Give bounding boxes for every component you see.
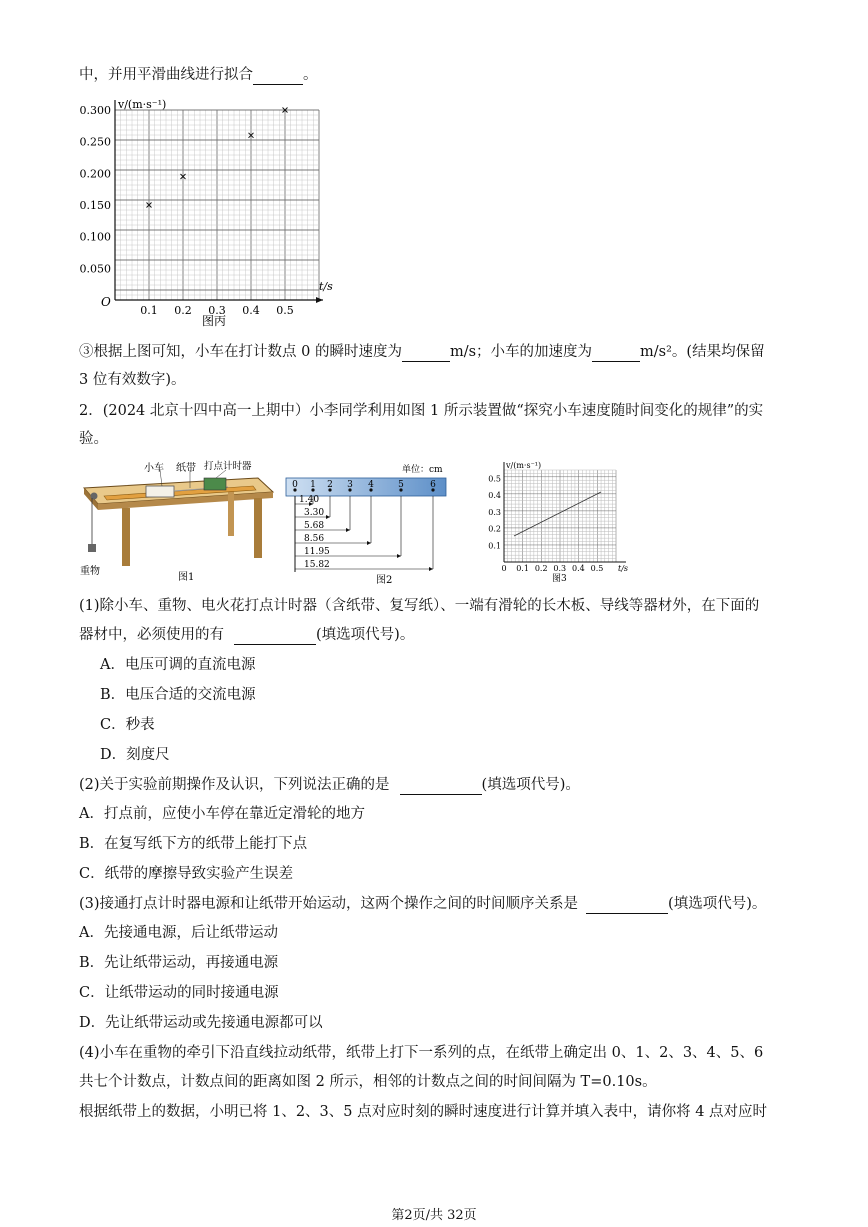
q3-line1 — [79, 342, 765, 362]
p3-line — [79, 894, 766, 914]
tape-distance-label: 15.82 — [304, 560, 330, 570]
fig3-ylabel: v/(m·s⁻¹) — [506, 461, 542, 470]
figure-2-tape — [282, 462, 452, 586]
p1-option-b: B．电压合适的交流电源 — [100, 687, 256, 703]
q2-header: 2．(2024 北京十四中高一上期中）小李同学利用如图 1 所示装置做“探究小车速度随时间变化的规律”的实 — [79, 403, 764, 419]
fig3-grid — [504, 470, 616, 562]
fig3-ytick: 0.4 — [488, 491, 501, 501]
intro-text: 中，并用平滑曲线进行拟合 — [79, 67, 253, 83]
fig1-caption: 图1 — [178, 572, 195, 583]
p4-line3: 根据纸带上的数据，小明已将 1、2、3、5 点对应时刻的瞬时速度进行计算并填入表中，请你将 4 点对应时 — [79, 1104, 768, 1120]
fig3-xtick: 0.2 — [534, 564, 548, 573]
p4-line2: 共七个计数点，计数点间的距离如图 2 所示，相邻的计数点之间的时间间隔为 T=0.10s。 — [79, 1074, 657, 1090]
tape-point-label: 3 — [347, 480, 353, 490]
p3-option-b: B．先让纸带运动，再接通电源 — [79, 955, 279, 971]
graph-grid — [115, 110, 319, 300]
q3-text-2: m/s；小车的加速度为 — [449, 344, 593, 360]
fig3-ytick: 0.5 — [488, 474, 501, 484]
page-footer: 第2页/共 32页 — [391, 1208, 477, 1223]
x-tick-label: 0.4 — [242, 304, 260, 317]
intro-end: 。 — [303, 67, 318, 83]
tape-distance-label: 3.30 — [304, 508, 325, 518]
fig3-ytick: 0.2 — [488, 524, 501, 534]
p3-text: (3)接通打点计时器电源和让纸带开始运动，这两个操作之间的时间顺序关系是 — [79, 896, 579, 912]
p1-end: (填选项代号)。 — [316, 627, 415, 643]
fig3-ytick: 0.1 — [488, 541, 501, 551]
fig3-xtick: 0.4 — [572, 564, 585, 573]
x-tick-label: 0.3 — [208, 304, 226, 317]
p2-option-b: B．在复写纸下方的纸带上能打下点 — [79, 836, 308, 852]
fig3-ytick: 0.3 — [488, 507, 501, 517]
figure-1-apparatus — [78, 458, 278, 586]
q3-text-3: m/s²。(结果均保留 — [640, 344, 765, 360]
y-tick-label: 0.100 — [79, 230, 111, 244]
p1-option-c: C．秒表 — [100, 717, 155, 733]
p1-option-a: A．电压可调的直流电源 — [100, 657, 256, 673]
p1-blank[interactable] — [234, 630, 316, 645]
fig3-xtick: 0 — [501, 564, 507, 573]
unit-label: 单位：cm — [402, 465, 443, 475]
y-tick-label: 0.300 — [79, 104, 111, 117]
y-tick-labels — [80, 104, 112, 275]
tape-distance-label: 8.56 — [304, 534, 325, 544]
tape-distance-label: 5.68 — [304, 521, 325, 531]
graph-bing — [78, 94, 348, 334]
tape-distances — [295, 495, 433, 572]
x-tick-label: 0.5 — [276, 304, 294, 317]
tape-distance-label: 1.40 — [299, 495, 320, 505]
origin-label: O — [101, 295, 111, 309]
p3-end: (填选项代号)。 — [668, 896, 767, 912]
fig3-trend — [514, 492, 601, 536]
q3-text-1: ③根据上图可知，小车在打计数点 0 的瞬时速度为 — [79, 344, 402, 360]
y-tick-label: 0.150 — [79, 199, 111, 212]
intro-line — [79, 65, 318, 85]
graph-caption: 图丙 — [202, 314, 227, 328]
p1-text: 器材中，必须使用的有 — [79, 627, 224, 643]
fig3-xlabel: t/s — [618, 564, 629, 573]
q3-line2: 3 位有效数字)。 — [79, 372, 186, 388]
fig3-xtick: 0.5 — [590, 564, 604, 573]
accel-blank[interactable] — [592, 347, 640, 362]
p2-option-c: C．纸带的摩擦导致实验产生误差 — [79, 866, 294, 882]
y-tick-label: 0.200 — [79, 167, 111, 181]
fig3-xtick: 0.3 — [553, 564, 567, 573]
q2-header-2: 验。 — [79, 431, 108, 447]
tape-point-label: 1 — [310, 480, 316, 490]
figure-3-graph — [486, 458, 636, 586]
y-tick-label: 0.250 — [79, 135, 111, 149]
p2-option-a: A．打点前，应使小车停在靠近定滑轮的地方 — [79, 806, 365, 822]
p3-option-a: A．先接通电源，后让纸带运动 — [79, 925, 278, 941]
tape-point-label: 4 — [368, 480, 374, 490]
p1-option-d: D．刻度尺 — [100, 747, 170, 763]
x-axis-label: t/s — [319, 280, 333, 293]
fig2-caption: 图2 — [376, 575, 393, 586]
p3-option-d: D．先让纸带运动或先接通电源都可以 — [79, 1015, 323, 1031]
p3-option-c: C．让纸带运动的同时接通电源 — [79, 985, 279, 1001]
answer-blank[interactable] — [253, 70, 303, 85]
x-tick-label: 0.1 — [140, 304, 158, 317]
tape-label: 纸带 — [176, 463, 196, 474]
p2-line — [79, 775, 580, 795]
y-axis-label: v/(m·s⁻¹) — [118, 98, 167, 111]
v0-blank[interactable] — [402, 347, 450, 362]
timer-label: 打点计时器 — [204, 461, 252, 472]
p2-text: (2)关于实验前期操作及认识，下列说法正确的是 — [79, 777, 390, 793]
p2-end: (填选项代号)。 — [481, 777, 580, 793]
tape-point-label: 6 — [430, 480, 436, 490]
p4-line1: (4)小车在重物的牵引下沿直线拉动纸带，纸带上打下一系列的点，在纸带上确定出 0、1、2、3、4、5、6 — [79, 1045, 764, 1061]
x-tick-label: 0.2 — [174, 304, 192, 317]
tape-point-label: 0 — [292, 480, 298, 490]
tape-point-label: 2 — [327, 480, 333, 490]
fig3-xtick: 0.1 — [516, 564, 529, 573]
fig3-xticks — [501, 564, 603, 573]
x-axis-arrow-icon — [316, 297, 323, 303]
tape-distance-label: 11.95 — [304, 547, 330, 557]
y-tick-label: 0.050 — [79, 262, 111, 276]
p1-line2 — [79, 625, 414, 645]
p1-line1: (1)除小车、重物、电火花打点计时器（含纸带、复写纸）、一端有滑轮的长木板、导线等器材外，在下面的 — [79, 598, 760, 614]
fig3-caption: 图3 — [552, 574, 567, 584]
tape-point-label: 5 — [398, 480, 404, 490]
fig3-yticks — [488, 474, 501, 550]
weight-label: 重物 — [80, 566, 100, 577]
p3-blank[interactable] — [586, 899, 668, 914]
p2-blank[interactable] — [400, 780, 482, 795]
car-label: 小车 — [144, 463, 164, 474]
